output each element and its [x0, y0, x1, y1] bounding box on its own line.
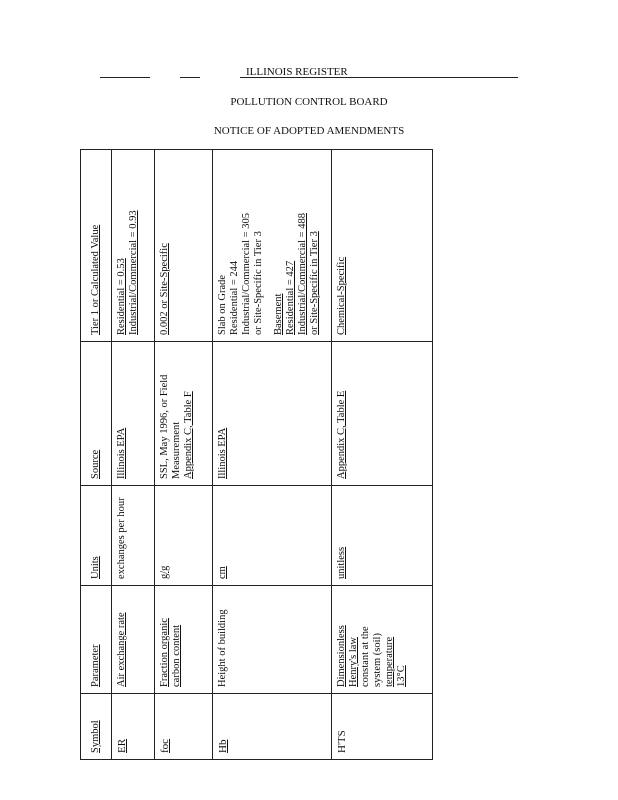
cell-source: Illinois EPA	[213, 342, 332, 486]
cell-symbol: ER	[112, 694, 154, 760]
cell-units: unitless	[332, 486, 433, 586]
cell-value	[154, 150, 212, 342]
cell-symbol: Hb	[213, 694, 332, 760]
cell-value	[332, 150, 433, 342]
register-title: ILLINOIS REGISTER	[246, 66, 348, 78]
rotated-table-container	[80, 150, 433, 760]
cell-parameter	[332, 586, 433, 694]
board-title: POLLUTION CONTROL BOARD	[230, 96, 388, 108]
col-units: Units	[81, 486, 112, 586]
source-line: Measurement	[170, 421, 182, 479]
table-row	[213, 150, 332, 760]
value-line: Chemical-Specific	[336, 256, 348, 335]
value-line: Industrial/Commercial = 0.93	[128, 210, 140, 335]
source-line: Appendix C, Table F	[182, 391, 194, 479]
cell-parameter: Air exchange rate	[112, 586, 154, 694]
slab-heading: Slab on Grade	[217, 274, 229, 335]
cell-parameter: Fraction organic carbon content	[154, 586, 212, 694]
basement-heading: Basement	[273, 293, 285, 335]
cell-source: Appendix C, Table E	[332, 342, 433, 486]
col-parameter: Parameter	[81, 586, 112, 694]
cell-value	[213, 150, 332, 342]
cell-value	[112, 150, 154, 342]
cell-symbol: foc	[154, 694, 212, 760]
parameter-line: Dimensionless	[336, 625, 348, 687]
table-row	[154, 150, 212, 760]
value-line: Industrial/Commercial = 488	[297, 213, 309, 335]
value-line: or Site-Specific in Tier 3	[253, 231, 265, 335]
table-row	[332, 150, 433, 760]
value-line: Residential = 427	[285, 260, 297, 335]
parameter-line: 13°C	[396, 665, 408, 687]
source-line: SSL, May 1996, or Field	[158, 374, 170, 479]
cell-source: Illinois EPA	[112, 342, 154, 486]
notice-title: NOTICE OF ADOPTED AMENDMENTS	[213, 125, 405, 137]
cell-units: g/g	[154, 486, 212, 586]
parameter-line: constant at the	[360, 626, 372, 687]
value-line: Industrial/Commercial = 305	[241, 213, 253, 335]
value-line: 0.002 or Site-Specific	[158, 243, 170, 335]
cell-parameter: Height of building	[213, 586, 332, 694]
value-line: Residential = 244	[229, 260, 241, 335]
table-header-row	[81, 150, 112, 760]
cell-symbol: H'TS	[332, 694, 433, 760]
register-rule-gap	[200, 77, 240, 78]
parameter-line: temperature	[384, 636, 396, 687]
parameter-table	[80, 149, 433, 760]
col-value: Tier 1 or Calculated Value	[81, 150, 112, 342]
col-symbol: Symbol	[81, 694, 112, 760]
col-source: Source	[81, 342, 112, 486]
cell-units: exchanges per hour	[112, 486, 154, 586]
parameter-line: Henry's law	[348, 636, 360, 687]
value-line: or Site-Specific in Tier 3	[309, 231, 321, 335]
table-row	[112, 150, 154, 760]
cell-units: cm	[213, 486, 332, 586]
parameter-line: system (soil)	[372, 633, 384, 687]
value-line: Residential = 0.53	[116, 258, 128, 335]
cell-source	[154, 342, 212, 486]
register-rule-gap	[150, 77, 180, 78]
